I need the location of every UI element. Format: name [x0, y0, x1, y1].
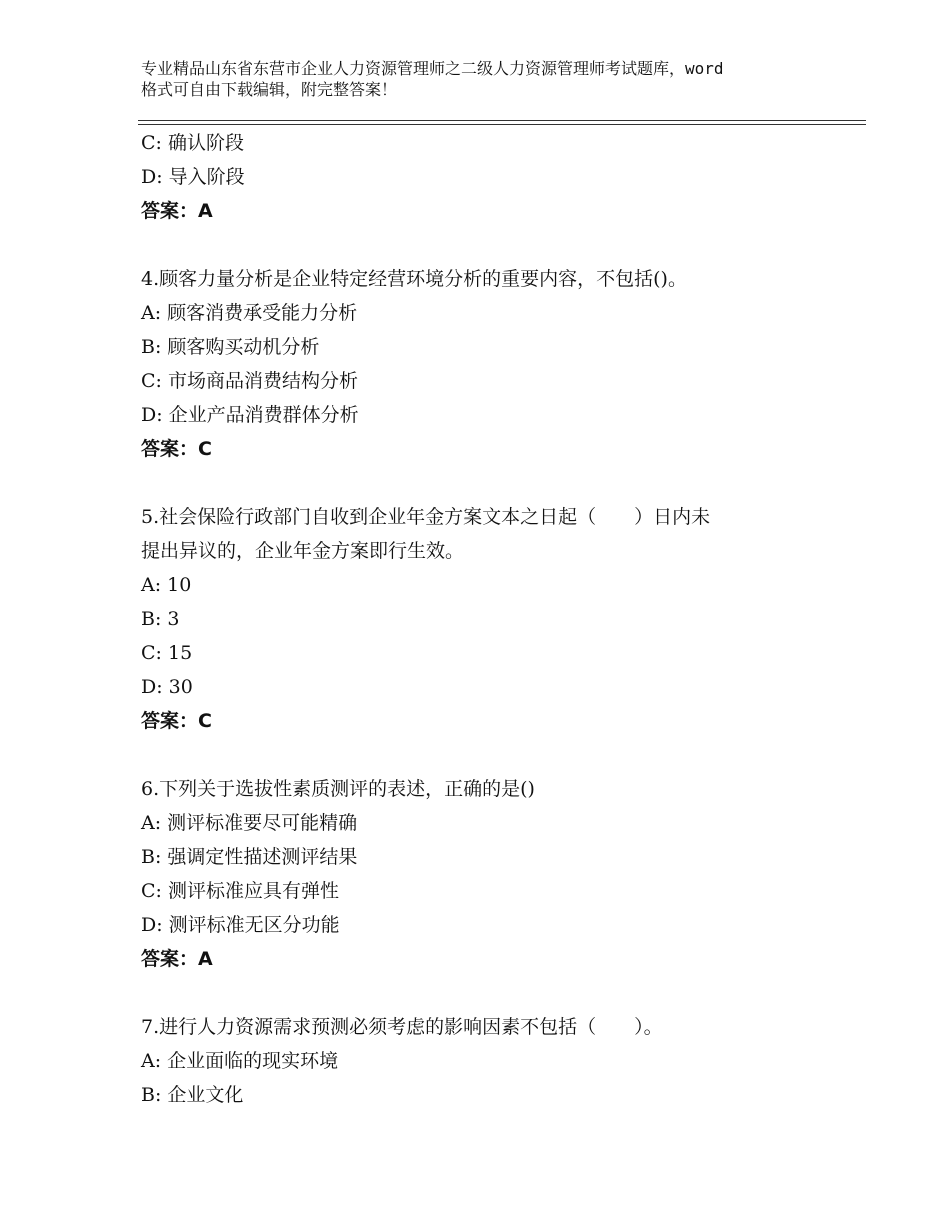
question-5: [141, 500, 841, 738]
question-stem-cont: 提出异议的，企业年金方案即行生效。: [141, 540, 465, 562]
option-c: C: 测评标准应具有弹性: [141, 880, 339, 902]
question-partial: [141, 126, 841, 228]
question-4: [141, 262, 841, 466]
option-c: C: 市场商品消费结构分析: [141, 370, 358, 392]
option-d: D: 导入阶段: [141, 166, 245, 188]
option-b: B: 顾客购买动机分析: [141, 336, 320, 358]
header-line-2: 格式可自由下载编辑，附完整答案！: [141, 80, 398, 99]
answer: 答案：C: [141, 710, 212, 732]
header-rule-top: [138, 120, 866, 121]
option-b: B: 强调定性描述测评结果: [141, 846, 358, 868]
option-d: D: 测评标准无区分功能: [141, 914, 340, 936]
option-b: B: 3: [141, 608, 180, 630]
option-a: A: 10: [141, 574, 192, 596]
header-line-1: 专业精品山东省东营市企业人力资源管理师之二级人力资源管理师考试题库，word: [141, 59, 724, 78]
answer: 答案：C: [141, 438, 212, 460]
question-stem: 6.下列关于选拔性素质测评的表述，正确的是(): [141, 778, 535, 800]
question-stem: 7.进行人力资源需求预测必须考虑的影响因素不包括（ ）。: [141, 1016, 663, 1038]
option-b: B: 企业文化: [141, 1084, 244, 1106]
option-c: C: 确认阶段: [141, 132, 244, 154]
option-a: A: 企业面临的现实环境: [141, 1050, 339, 1072]
option-d: D: 30: [141, 676, 193, 698]
question-stem: 5.社会保险行政部门自收到企业年金方案文本之日起（ ）日内未: [141, 506, 711, 528]
option-a: A: 顾客消费承受能力分析: [141, 302, 358, 324]
document-body: [141, 126, 841, 1112]
document-header: [141, 58, 831, 100]
answer: 答案：A: [141, 200, 213, 222]
option-c: C: 15: [141, 642, 193, 664]
question-stem: 4.顾客力量分析是企业特定经营环境分析的重要内容，不包括()。: [141, 268, 687, 290]
answer: 答案：A: [141, 948, 213, 970]
option-a: A: 测评标准要尽可能精确: [141, 812, 358, 834]
option-d: D: 企业产品消费群体分析: [141, 404, 359, 426]
question-7: [141, 1010, 841, 1112]
question-6: [141, 772, 841, 976]
header-rule-bottom: [138, 124, 866, 125]
